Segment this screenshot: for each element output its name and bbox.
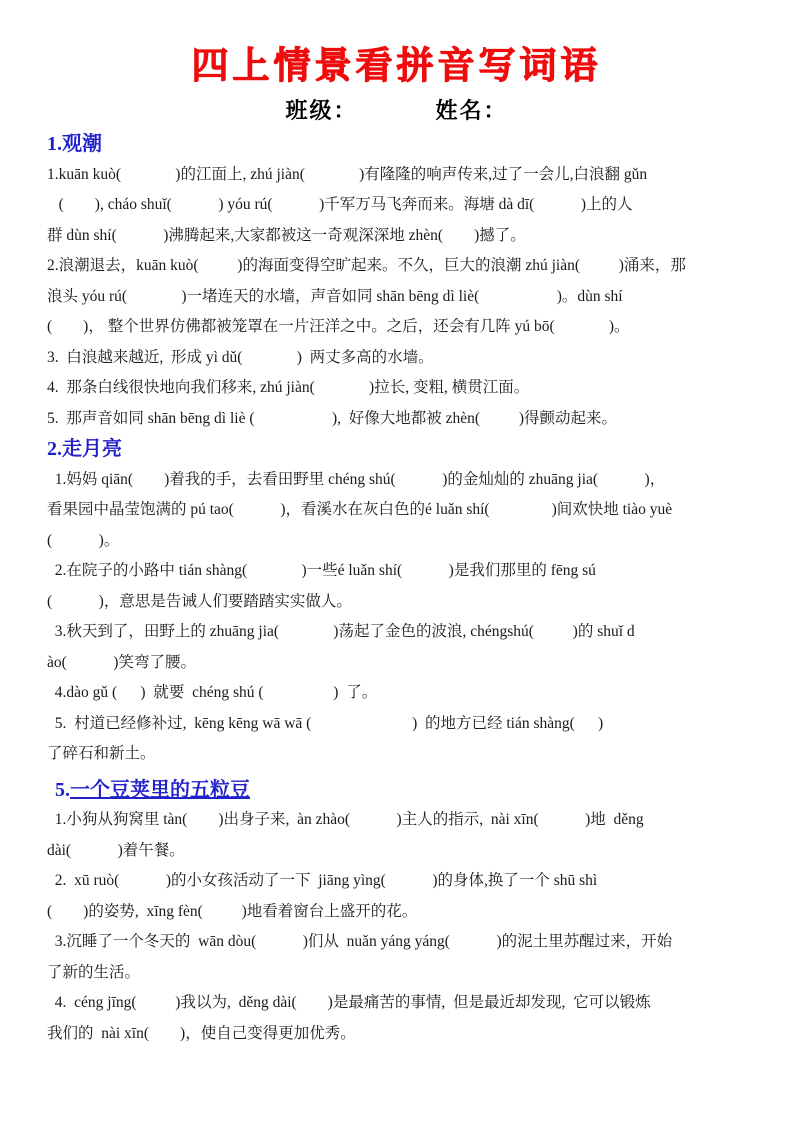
exercise-line: 3. 白浪越来越近, 形成 yì dǔ( ) 两丈多高的水墙。 (47, 348, 434, 366)
page-title: 四上情景看拼音写词语 (191, 43, 602, 87)
exercise-line: 了新的生活。 (47, 963, 141, 981)
section-title: 走月亮 (62, 438, 122, 460)
exercise-line: ( ), cháo shuǐ( ) yóu rú( )千军万马飞奔而来。海塘 dà dī( )上的人 (47, 196, 633, 213)
exercise-line: 5. 村道已经修补过, kēng kēng wā wā ( ) 的地方已经 tián shàng( ) (47, 714, 604, 732)
exercise-line: 4. 那条白线很快地向我们移来, zhú jiàn( )拉长, 变粗, 横贯江面。 (47, 379, 530, 396)
exercise-line: 看果园中晶莹饱满的 pú tao( )，看溪水在灰白色的é luǎn shí( )间欢快地 tiào yuè (47, 501, 673, 518)
exercise-line: 3.秋天到了，田野上的 zhuāng jia( )荡起了金色的波浪, chéngshú( )的 shuǐ d (47, 623, 635, 640)
exercise-line: 5. 那声音如同 shān bēng dì liè ( ), 好像大地都被 zhèn( )得颤动起来。 (47, 409, 617, 427)
exercise-line: 1.妈妈 qiān( )着我的手，去看田野里 chéng shú( )的金灿灿的 zhuāng jia( )， (47, 470, 666, 488)
section-heading-doujia (47, 775, 757, 806)
exercise-line: 2.浪潮退去，kuān kuò( )的海面变得空旷起来。不久，巨大的浪潮 zhú jiàn( )涌来，那 (47, 257, 686, 274)
exercise-line: ( )，意思是告诫人们要踏踏实实做人。 (47, 592, 352, 610)
exercise-line: 4. céng jīng( )我以为, děng dài( )是最痛苦的事情, 但是最近却发现, 它可以锻炼 (47, 994, 651, 1011)
exercise-line: 我们的 nài xīn( )，使自己变得更加优秀。 (47, 1024, 356, 1042)
section-heading-guanchao (47, 129, 757, 160)
exercise-line: dài( )着午餐。 (47, 841, 185, 859)
section-number: 5. (55, 778, 70, 801)
exercise-line: 浪头 yóu rú( )一堵连天的水墙，声音如同 shān bēng dì liè( )。dùn shí (47, 287, 623, 305)
exercise-line: 2.在院子的小路中 tián shàng( )一些é luǎn shí( )是我们那里的 fēng sú (47, 562, 596, 579)
class-name-row (0, 97, 793, 125)
exercise-line: 2. xū ruò( )的小女孩活动了一下 jiāng yìng( )的身体,换了一个 shū shì (47, 872, 598, 889)
class-label: 班级： (285, 98, 358, 123)
exercise-line: ào( )笑弯了腰。 (47, 653, 196, 671)
section-title: 观潮 (62, 133, 102, 155)
exercise-line: 4.dào gǔ ( ) 就要 chéng shú ( ) 了。 (47, 684, 378, 701)
exercise-line: 3.沉睡了一个冬天的 wān dòu( )们从 nuǎn yáng yáng( )的泥土里苏醒过来，开始 (47, 933, 673, 950)
section-heading-zouyueliang (47, 434, 757, 465)
section-title: 一个豆荚里的五粒豆 (70, 778, 250, 801)
exercise-line: 了碎石和新土。 (47, 745, 156, 762)
worksheet-content (47, 129, 757, 1049)
exercise-line: 1.小狗从狗窝里 tàn( )出身子来, àn zhào( )主人的指示, nài xīn( )地 děng (47, 811, 644, 828)
exercise-line: ( )。 (47, 531, 120, 549)
exercise-line: 1.kuān kuò( )的江面上, zhú jiàn( )有隆隆的响声传来,过了一会儿,白浪翻 gǔn (47, 165, 648, 183)
exercise-line: ( )， 整个世界仿佛都被笼罩在一片汪洋之中。之后，还会有几阵 yú bō( )。 (47, 318, 630, 335)
section-number: 2. (47, 438, 62, 460)
name-label: 姓名： (435, 98, 508, 123)
exercise-line: 群 dùn shí( )沸腾起来,大家都被这一奇观深深地 zhèn( )撼了。 (47, 226, 526, 244)
section-number: 1. (47, 133, 62, 155)
exercise-line: ( )的姿势, xīng fèn( )地看着窗台上盛开的花。 (47, 902, 418, 920)
